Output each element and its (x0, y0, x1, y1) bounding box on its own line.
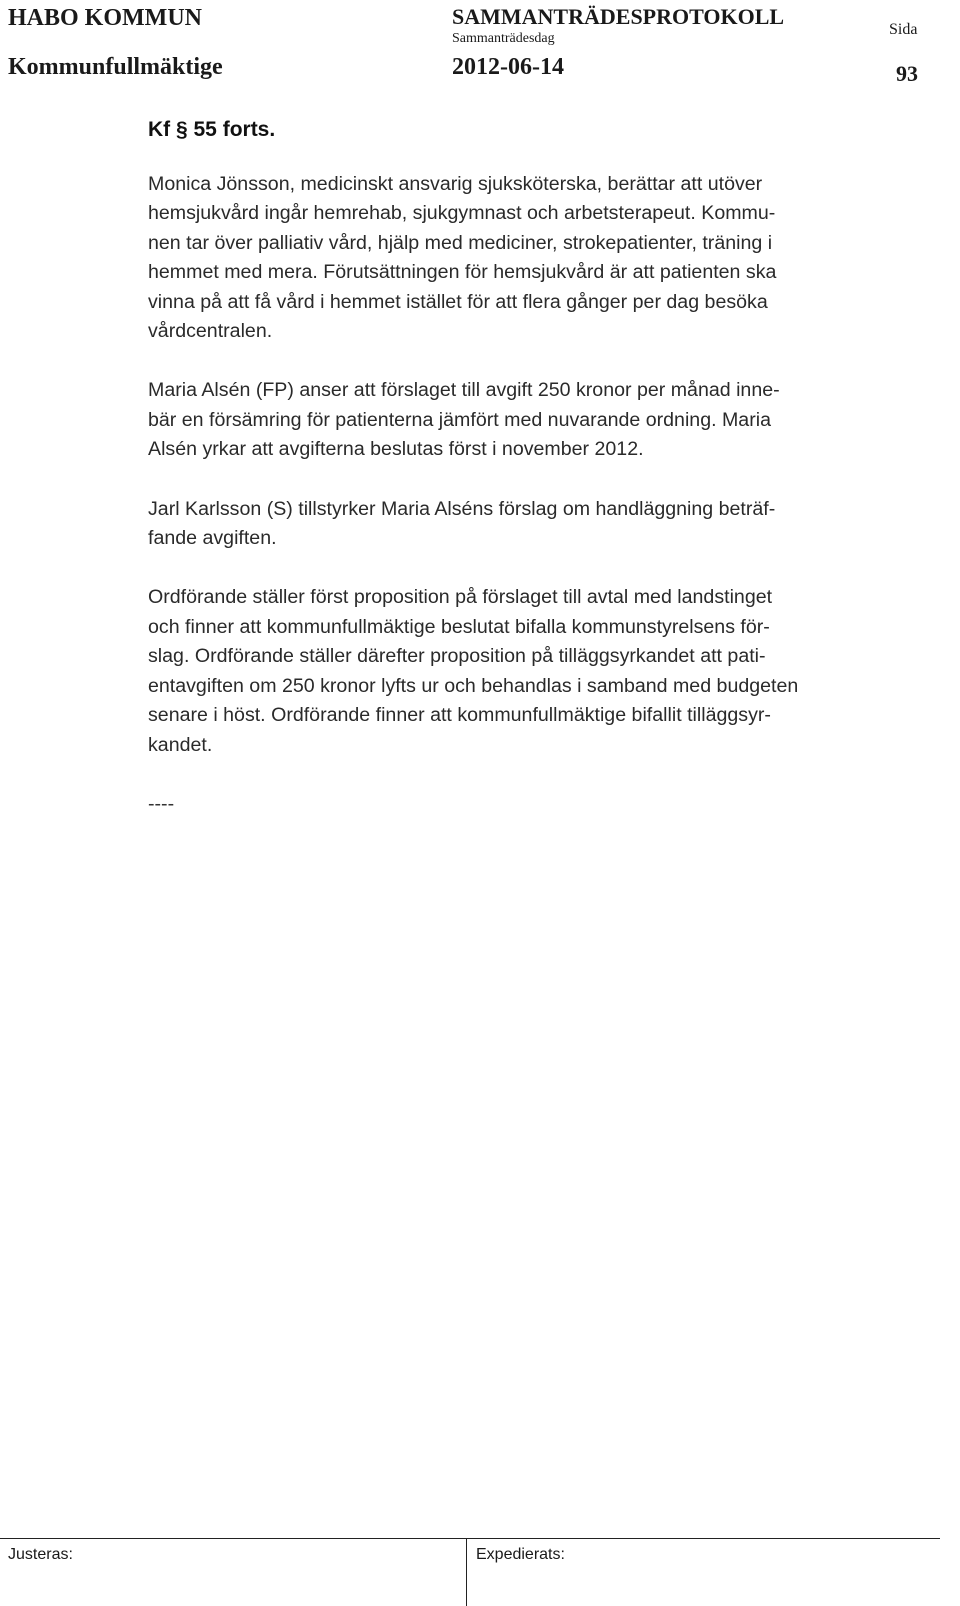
text-line: bär en försämring för patienterna jämfört med nuvarande ordning. Maria (148, 408, 771, 431)
text-line: senare i höst. Ordförande finner att kommunfullmäktige bifallit tilläggsyr- (148, 704, 771, 727)
text-line: hemsjukvård ingår hemrehab, sjukgymnast och arbetsterapeut. Kommu- (148, 202, 776, 225)
meeting-date: 2012-06-14 (452, 54, 564, 80)
body-name: Kommunfullmäktige (8, 54, 223, 80)
footer-expedierats-label: Expedierats: (476, 1546, 565, 1563)
paragraph-karlsson (148, 495, 908, 554)
text-line: vinna på att få vård i hemmet istället för att flera gånger per dag besöka (148, 290, 768, 313)
text-line: vårdcentralen. (148, 320, 273, 343)
footer-justeras-label: Justeras: (8, 1546, 73, 1563)
protocol-section (148, 115, 908, 819)
text-line: Maria Alsén (FP) anser att förslaget till avgift 250 kronor per månad inne- (148, 379, 780, 402)
paragraph-alsen (148, 376, 908, 464)
page-number: 93 (896, 61, 918, 86)
text-line: kandet. (148, 733, 213, 756)
meeting-date-label: Sammanträdesdag (452, 31, 555, 46)
page-label: Sida (889, 21, 918, 38)
text-line: Ordförande ställer först proposition på förslaget till avtal med landstinget (148, 586, 773, 609)
text-line: entavgiften om 250 kronor lyfts ur och behandlas i samband med budgeten (148, 674, 799, 697)
text-line: Jarl Karlsson (S) tillstyrker Maria Alséns förslag om handläggning beträf- (148, 497, 776, 520)
text-line: och finner att kommunfullmäktige beslutat bifalla kommunstyrelsens för- (148, 615, 770, 638)
paragraph-decision (148, 583, 908, 759)
paragraph-jonsson (148, 170, 908, 346)
footer-column-divider (466, 1538, 467, 1606)
text-line: slag. Ordförande ställer därefter proposition på tilläggsyrkandet att pati- (148, 645, 766, 668)
text-line: fande avgiften. (148, 527, 277, 550)
organization-name: HABO KOMMUN (8, 5, 202, 31)
text-line: hemmet med mera. Förutsättningen för hemsjukvård är att patienten ska (148, 261, 777, 284)
document-type: SAMMANTRÄDESPROTOKOLL (452, 4, 785, 29)
section-end-marker: ---- (148, 792, 175, 815)
text-line: Alsén yrkar att avgifterna beslutas först i november 2012. (148, 438, 644, 461)
section-heading: Kf § 55 forts. (148, 118, 276, 141)
text-line: Monica Jönsson, medicinskt ansvarig sjuksköterska, berättar att utöver (148, 173, 763, 195)
text-line: nen tar över palliativ vård, hjälp med mediciner, strokepatienter, träning i (148, 231, 773, 254)
footer-divider (0, 1538, 940, 1539)
